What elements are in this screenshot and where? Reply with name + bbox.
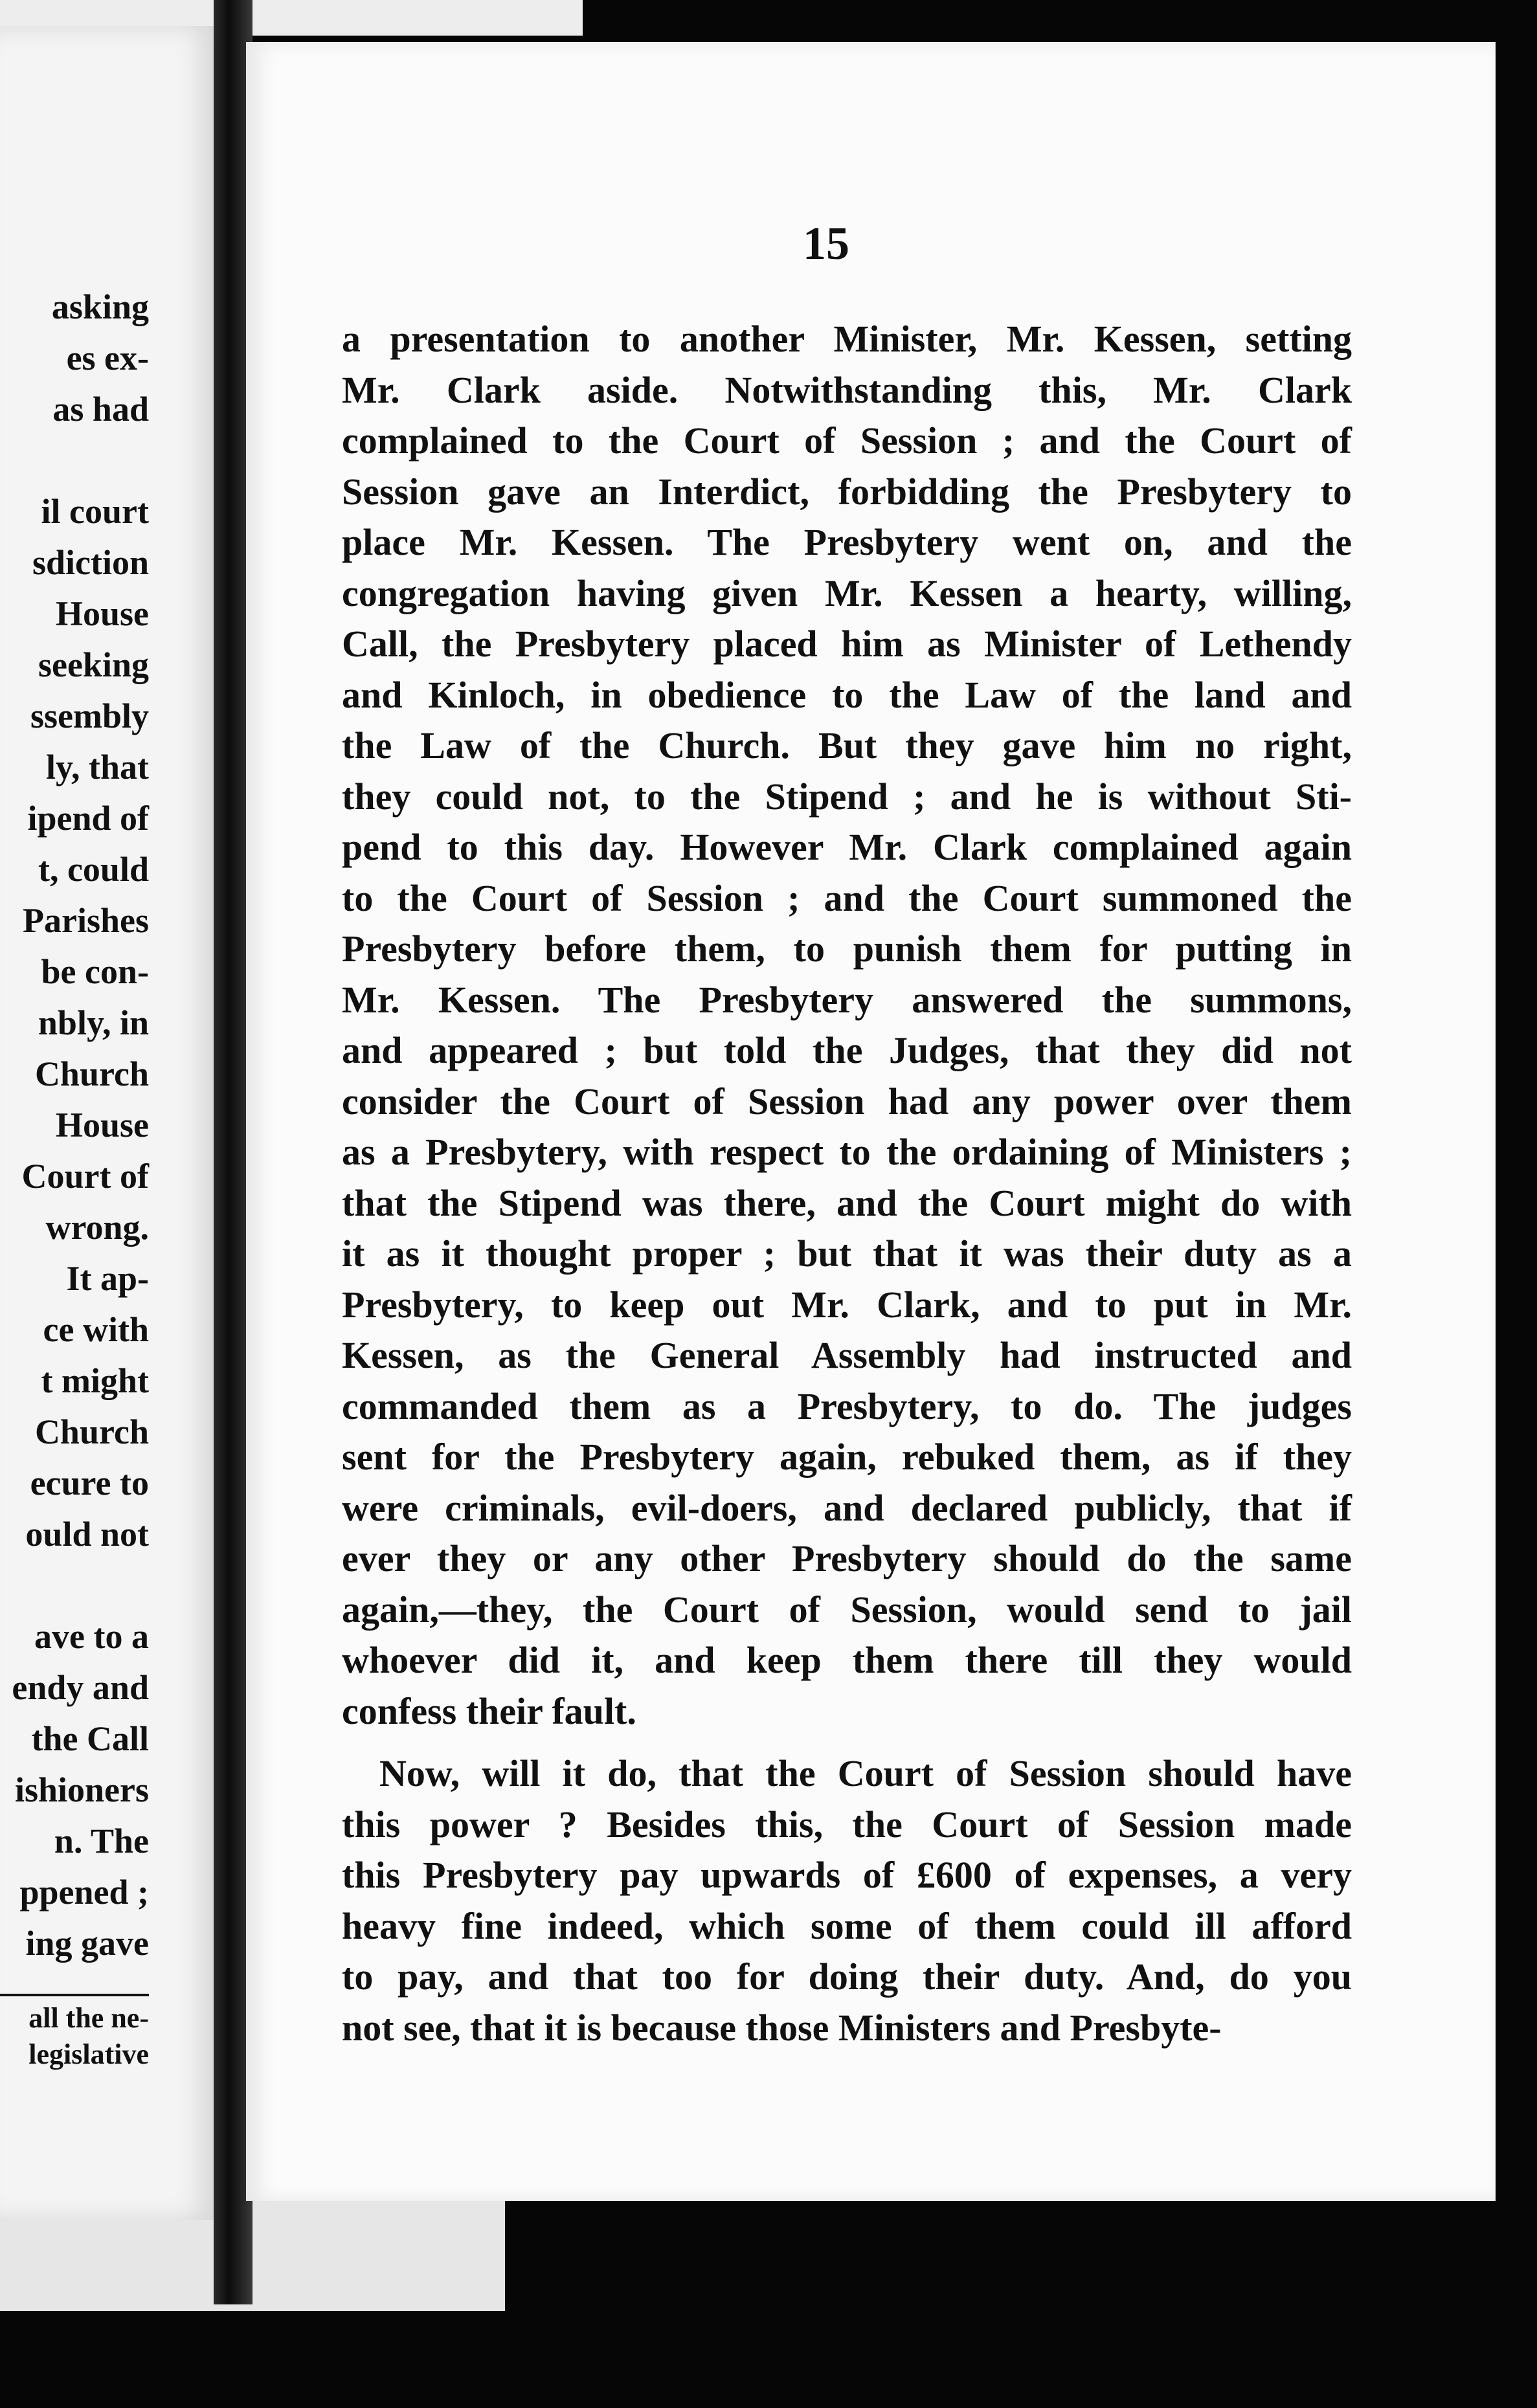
- left-page-line: asking: [51, 287, 149, 326]
- left-page-line: il court: [41, 492, 149, 531]
- text-line: that the Stipend was there, and the Court might do with: [342, 1181, 1352, 1224]
- left-page-line: [0, 435, 214, 486]
- text-line: Kessen, as the General Assembly had instructed and: [342, 1334, 1352, 1376]
- left-page-line: the Call: [31, 1719, 149, 1758]
- text-line: and appeared ; but told the Judges, that they did not: [342, 1029, 1352, 1071]
- text-line: confess their fault.: [342, 1689, 636, 1732]
- left-facing-page: [0, 26, 220, 2220]
- text-line: Presbytery, to keep out Mr. Clark, and to put in Mr.: [342, 1283, 1352, 1326]
- left-page-line: ssembly: [30, 697, 149, 735]
- edge-mark: [1476, 712, 1502, 738]
- text-line: Mr. Kessen. The Presbytery answered the summons,: [342, 978, 1352, 1021]
- left-page-line: Church: [34, 1412, 149, 1451]
- left-page-line: ave to a: [34, 1617, 149, 1656]
- text-line: whoever did it, and keep them there till they would: [342, 1639, 1352, 1681]
- text-line: commanded them as a Presbytery, to do. The judges: [342, 1385, 1352, 1427]
- text-line: a presentation to another Minister, Mr. Kessen, setting: [342, 318, 1352, 360]
- body-text: [342, 314, 1352, 2053]
- left-page-line: wrong.: [45, 1208, 149, 1247]
- left-page-line: t, could: [38, 850, 149, 889]
- left-page-line: be con-: [41, 952, 149, 991]
- left-page-line: as had: [52, 390, 149, 429]
- paragraph-gap: [342, 1737, 1352, 1748]
- text-line: and Kinloch, in obedience to the Law of the land and: [342, 673, 1352, 716]
- text-line: complained to the Court of Session ; and the Court of: [342, 419, 1352, 462]
- text-line: consider the Court of Session had any power over them: [342, 1080, 1352, 1122]
- text-line: congregation having given Mr. Kessen a hearty, willing,: [342, 572, 1352, 614]
- left-page-line: ipend of: [27, 799, 149, 838]
- text-line: not see, that it is because those Ministers and Presbyte-: [342, 2006, 1222, 2049]
- page-number: 15: [803, 217, 849, 269]
- left-page-line: Parishes: [23, 901, 149, 940]
- left-page-line: [0, 1560, 214, 1611]
- text-line: the Law of the Church. But they gave him no right,: [342, 724, 1352, 766]
- text-line: Presbytery before them, to punish them for putting in: [342, 928, 1352, 970]
- text-line: as a Presbytery, with respect to the ordaining of Ministers ;: [342, 1131, 1352, 1173]
- left-page-line: Church: [34, 1054, 149, 1093]
- text-line: they could not, to the Stipend ; and he is without Sti-: [342, 775, 1352, 818]
- left-page-line: Court of: [21, 1157, 149, 1196]
- left-page-line: ing gave: [25, 1924, 149, 1963]
- left-page-line: ce with: [43, 1310, 149, 1349]
- left-page-line: n. The: [54, 1822, 149, 1860]
- left-page-line: endy and: [12, 1668, 149, 1707]
- main-page: [246, 42, 1496, 2201]
- left-page-line: ly, that: [45, 748, 149, 786]
- text-line: Mr. Clark aside. Notwithstanding this, Mr. Clark: [342, 368, 1352, 411]
- text-line: place Mr. Kessen. The Presbytery went on, and the: [342, 521, 1352, 563]
- text-line: ever they or any other Presbytery should do the same: [342, 1537, 1352, 1579]
- footnote-rule: [0, 1994, 149, 1996]
- text-line: Now, will it do, that the Court of Session should have: [379, 1752, 1352, 1794]
- left-page-line: es ex-: [66, 339, 149, 377]
- left-page-line: seeking: [38, 645, 149, 684]
- text-line: sent for the Presbytery again, rebuked them, as if they: [342, 1436, 1352, 1478]
- text-line: again,—they, the Court of Session, would send to jail: [342, 1588, 1352, 1631]
- left-page-line: House: [55, 1106, 149, 1144]
- left-page-line: It ap-: [66, 1259, 149, 1298]
- text-line: heavy fine indeed, which some of them could ill afford: [342, 1904, 1352, 1947]
- text-line: pend to this day. However Mr. Clark complained again: [342, 826, 1352, 868]
- text-line: it as it thought proper ; but that it was their duty as a: [342, 1232, 1352, 1275]
- text-line: to the Court of Session ; and the Court summoned the: [342, 876, 1352, 919]
- left-page-line: ishioners: [14, 1770, 149, 1809]
- text-line: this Presbytery pay upwards of £600 of expenses, a very: [342, 1854, 1352, 1896]
- left-page-line: ppened ;: [19, 1873, 149, 1912]
- left-page-text: [0, 282, 214, 1969]
- text-line: to pay, and that too for doing their duty. And, do you: [342, 1956, 1352, 1998]
- left-page-line: ould not: [25, 1515, 149, 1554]
- text-line: were criminals, evil-doers, and declared publicly, that if: [342, 1486, 1352, 1529]
- left-page-line: sdiction: [32, 543, 149, 582]
- left-page-line: t might: [41, 1361, 149, 1400]
- left-page-line: ecure to: [30, 1464, 149, 1502]
- text-line: Call, the Presbytery placed him as Minister of Lethendy: [342, 623, 1352, 665]
- left-page-line: nbly, in: [38, 1003, 149, 1042]
- text-line: this power ? Besides this, the Court of Session made: [342, 1803, 1352, 1845]
- left-footnote-line: legislative: [28, 2038, 149, 2070]
- left-footnote-line: all the ne-: [28, 2002, 149, 2034]
- text-line: Session gave an Interdict, forbidding the Presbytery to: [342, 470, 1352, 513]
- left-page-footnote: [0, 2000, 149, 2073]
- left-page-line: House: [55, 594, 149, 633]
